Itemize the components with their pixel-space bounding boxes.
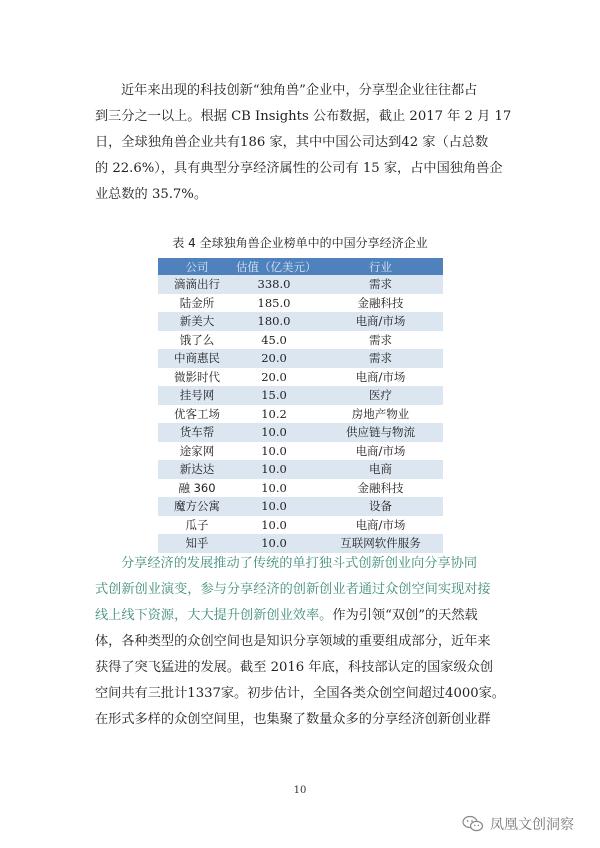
text-segment: 在形式多样的众创空间里，也集聚了数量众多的分享经济创新创业群	[95, 712, 491, 727]
cell-industry: 医疗	[318, 386, 443, 405]
table-row	[158, 423, 443, 442]
cell-company: 知乎	[158, 534, 236, 553]
table-row	[158, 294, 443, 313]
cell-valuation: 338.0	[236, 275, 318, 294]
cell-industry: 电商/市场	[318, 442, 443, 461]
cell-industry: 需求	[318, 275, 443, 294]
cell-valuation: 20.0	[236, 368, 318, 387]
cell-company: 瓜子	[158, 516, 236, 535]
unicorn-table	[158, 258, 443, 553]
text-segment: 体，各种类型的众创空间也是知识分享领域的重要组成部分，近年来	[95, 634, 491, 649]
cell-valuation: 20.0	[236, 349, 318, 368]
paragraph-line: 业总数的 35.7%。	[95, 187, 208, 202]
cell-company: 新美大	[158, 312, 236, 331]
cell-industry: 需求	[318, 331, 443, 350]
cell-industry: 供应链与物流	[318, 423, 443, 442]
highlighted-text: 式创新创业演变，参与分享经济的创新创业者通过众创空间实现对接	[95, 582, 491, 597]
cell-company: 途家网	[158, 442, 236, 461]
table-caption: 表 4 全球独角兽企业榜单中的中国分享经济企业	[172, 236, 428, 250]
paragraph-line: 日，全球独角兽企业共有186 家，其中中国公司达到42 家（占总数	[95, 135, 489, 150]
watermark-text: 凤凰文创洞察	[490, 817, 574, 833]
paragraph-line	[95, 603, 535, 629]
cell-valuation: 10.0	[236, 534, 318, 553]
paragraph-line	[95, 551, 535, 577]
table-row	[158, 349, 443, 368]
highlighted-text: 线上线下资源，大大提升创新创业效率。	[95, 608, 333, 623]
text-segment: 作为引领“双创”的天然载	[332, 608, 478, 623]
paragraph-line	[95, 655, 535, 681]
cell-industry: 电商/市场	[318, 516, 443, 535]
cell-valuation: 10.0	[236, 460, 318, 479]
cell-company: 魔方公寓	[158, 497, 236, 516]
cell-valuation: 10.0	[236, 423, 318, 442]
wechat-icon	[462, 815, 484, 833]
table-body	[158, 275, 443, 553]
cell-company: 新达达	[158, 460, 236, 479]
cell-valuation: 10.0	[236, 479, 318, 498]
paragraph-line	[95, 681, 535, 707]
cell-valuation: 10.0	[236, 516, 318, 535]
cell-company: 挂号网	[158, 386, 236, 405]
cell-company: 微影时代	[158, 368, 236, 387]
header-valuation: 估值（亿美元）	[236, 259, 317, 274]
cell-company: 优客工场	[158, 405, 236, 424]
cell-valuation: 45.0	[236, 331, 318, 350]
table-row	[158, 386, 443, 405]
table-row	[158, 516, 443, 535]
cell-industry: 金融科技	[318, 479, 443, 498]
cell-company: 滴滴出行	[158, 275, 236, 294]
cell-company: 饿了么	[158, 331, 236, 350]
cell-valuation: 15.0	[236, 386, 318, 405]
table-header-row	[158, 258, 443, 275]
paragraph-line	[95, 577, 535, 603]
cell-company: 融 360	[158, 479, 236, 498]
cell-valuation: 10.0	[236, 442, 318, 461]
cell-company: 货车帮	[158, 423, 236, 442]
cell-valuation: 10.0	[236, 497, 318, 516]
header-industry: 行业	[318, 258, 443, 275]
text-segment: 获得了突飞猛进的发展。截至 2016 年底，科技部认定的国家级众创	[95, 660, 494, 675]
table-row	[158, 497, 443, 516]
table-row	[158, 312, 443, 331]
table-row	[158, 405, 443, 424]
paragraph-line	[95, 707, 535, 733]
watermark	[462, 814, 574, 834]
paragraph-line	[95, 629, 535, 655]
page-number: 10	[293, 785, 307, 796]
cell-company: 中商惠民	[158, 349, 236, 368]
cell-industry: 互联网软件服务	[318, 534, 443, 553]
cell-valuation: 185.0	[236, 294, 318, 313]
table-row	[158, 275, 443, 294]
cell-industry: 需求	[318, 349, 443, 368]
highlighted-text: 分享经济的发展推动了传统的单打独斗式创新创业向分享协同	[121, 556, 478, 571]
cell-valuation: 180.0	[236, 312, 318, 331]
cell-industry: 电商	[318, 460, 443, 479]
table-row	[158, 368, 443, 387]
cell-industry: 金融科技	[318, 294, 443, 313]
cell-industry: 电商/市场	[318, 368, 443, 387]
table-row	[158, 479, 443, 498]
intro-paragraph	[95, 78, 535, 208]
table-row	[158, 331, 443, 350]
paragraph-line: 到三分之一以上。根据 CB Insights 公布数据，截止 2017 年 2 月 17	[95, 109, 512, 124]
paragraph-line: 近年来出现的科技创新“独角兽”企业中，分享型企业往往都占	[121, 83, 478, 98]
table-row	[158, 460, 443, 479]
body-paragraph	[95, 551, 535, 733]
table-row	[158, 442, 443, 461]
cell-industry: 设备	[318, 497, 443, 516]
cell-industry: 电商/市场	[318, 312, 443, 331]
paragraph-line: 的 22.6%），具有典型分享经济属性的公司有 15 家，占中国独角兽企	[95, 161, 503, 176]
cell-industry: 房地产物业	[318, 405, 443, 424]
cell-valuation: 10.2	[236, 405, 318, 424]
header-company: 公司	[158, 258, 236, 275]
cell-company: 陆金所	[158, 294, 236, 313]
table-row	[158, 534, 443, 553]
text-segment: 空间共有三批计1337家。初步估计，全国各类众创空间超过4000家。	[95, 686, 505, 701]
